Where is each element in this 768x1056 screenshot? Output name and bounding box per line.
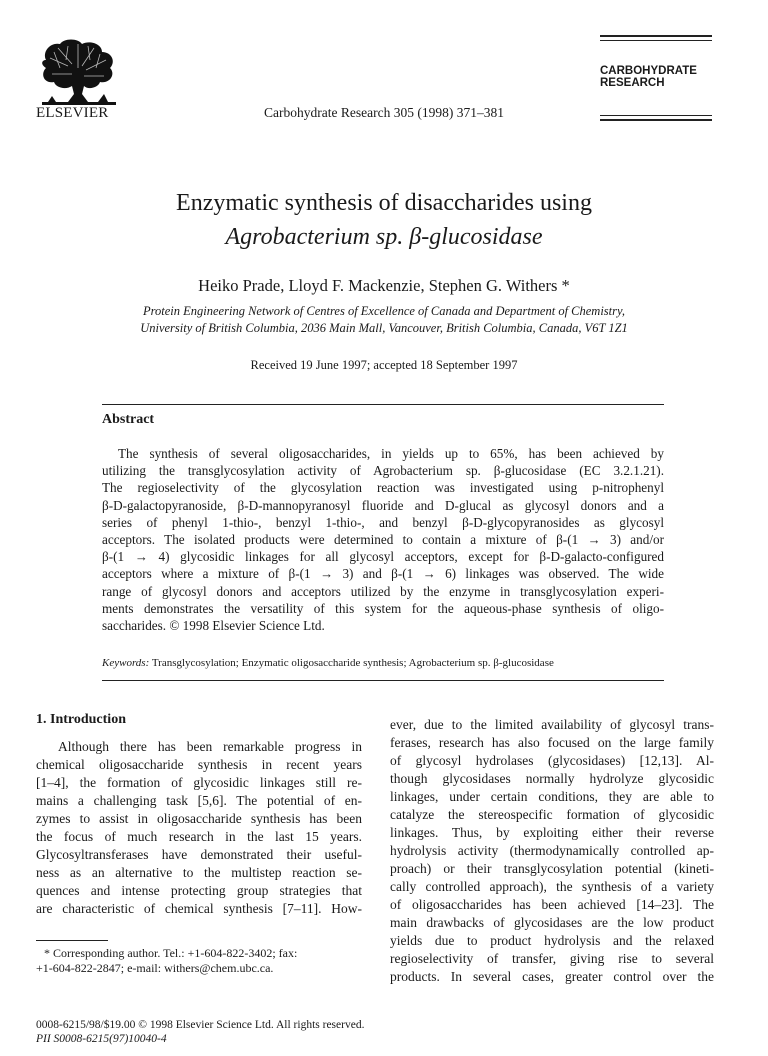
affiliation: University of British Columbia, 2036 Main Mall, Vancouver, British Columbia, Canada, V6T 1Z1	[140, 321, 628, 335]
body-line: chemical oligosaccharide synthesis in recent years	[36, 757, 362, 772]
abstract-line: β-(1 → 4) glycosidic linkages for all glycosyl acceptors, except for β-D-galacto-configured	[102, 549, 664, 565]
footnote-line: +1-604-822-2847; e-mail: withers@chem.ubc.ca.	[36, 961, 274, 975]
abstract-line: acceptors where a mixture of β-(1 → 3) and β-(1 → 6) linkages was observed. The wide	[102, 566, 664, 582]
abstract-top-rule	[102, 404, 664, 405]
body-line: proach) or their transglycosylation potential (kineti-	[390, 861, 714, 876]
body-line: of oligosaccharides has been achieved [14–23]. The	[390, 897, 714, 912]
journal-name	[600, 65, 720, 89]
body-line: mains a challenging task [5,6]. The potential of en-	[36, 793, 362, 808]
affiliation: Protein Engineering Network of Centres of Excellence of Canada and Department of Chemistry,	[143, 304, 625, 318]
header-rule	[600, 119, 712, 121]
body-line: main drawbacks of glycosidases are the low product	[390, 915, 714, 930]
abstract-line: β-D-galactopyranoside, β-D-mannopyranosyl fluoride and D-glucal as glycosyl donors and a	[102, 497, 664, 513]
section-heading: 1. Introduction	[36, 712, 126, 727]
body-line: hydrolysis activity (thermodynamically controlled ap-	[390, 843, 714, 858]
article-title: Enzymatic synthesis of disaccharides using	[176, 190, 592, 216]
received-dates: Received 19 June 1997; accepted 18 September 1997	[250, 358, 518, 372]
header-rule	[600, 35, 712, 37]
corresponding-author-footnote	[36, 946, 362, 976]
abstract-line: acceptors. The isolated products were determined to contain a mixture of β-(1 → 3) and/or	[102, 531, 664, 547]
abstract-bottom-rule	[102, 680, 664, 681]
article-title-line2-text: Agrobacterium sp. β-glucosidase	[225, 224, 543, 250]
body-line: cally controlled approach), the synthesis of a variety	[390, 879, 714, 894]
keywords-label: Keywords:	[102, 657, 150, 669]
abstract-line: range of glycosyl donors and acceptors utilized by the enzyme in transglycosylation experi-	[102, 583, 664, 599]
body-line: catalyze the stereospecific formation of glycosidic	[390, 807, 714, 822]
abstract-line: ments demonstrates the versatility of this system for the aqueous-phase synthesis of oligo-	[102, 600, 664, 616]
header-rule	[600, 40, 712, 41]
elsevier-tree-logo	[38, 38, 120, 108]
issn-copyright: 0008-6215/98/$19.00 © 1998 Elsevier Science Ltd. All rights reserved.	[36, 1019, 365, 1031]
keywords	[102, 657, 554, 669]
article-title-line2	[0, 224, 768, 251]
pii: PII S0008-6215(97)10040-4	[36, 1033, 167, 1045]
header-rule	[600, 115, 712, 116]
right-column	[390, 716, 714, 986]
left-column	[36, 738, 362, 918]
body-line: ness as an alternative to the multistep reaction se-	[36, 865, 362, 880]
body-line: zymes to assist in oligosaccharide synthesis has been	[36, 811, 362, 826]
publisher-name: ELSEVIER	[36, 105, 109, 121]
journal-citation: Carbohydrate Research 305 (1998) 371–381	[264, 105, 504, 120]
body-line: yields due to product hydrolysis and the relaxed	[390, 933, 714, 948]
body-line: are characteristic of chemical synthesis [7–11]. How-	[36, 901, 362, 916]
body-line: linkages. Thus, by exploiting either their reverse	[390, 825, 714, 840]
abstract-line: series of phenyl 1-thio-, benzyl 1-thio-, and benzyl β-D-glycopyranosides as glycosyl	[102, 514, 664, 530]
body-line: [1–4], the formation of glycosidic linkages still re-	[36, 775, 362, 790]
body-line: the focus of much research in the last 15 years.	[36, 829, 362, 844]
body-line: though glycosidases normally hydrolyze glycosidic	[390, 771, 714, 786]
body-line: linkages, under certain conditions, they are able to	[390, 789, 714, 804]
keywords-text: Transglycosylation; Enzymatic oligosaccharide synthesis; Agrobacterium sp. β-glucosidase	[151, 657, 554, 669]
body-line: products. In several cases, greater control over the	[390, 969, 714, 984]
body-line: regioselectivity of transfer, giving rise to several	[390, 951, 714, 966]
body-line: of glycosyl hydrolases (glycosidases) [12,13]. Al-	[390, 753, 714, 768]
body-line: Although there has been remarkable progress in	[58, 739, 362, 754]
journal-name-line: RESEARCH	[600, 77, 665, 89]
abstract-heading: Abstract	[102, 412, 155, 427]
body-line: Glycosyltransferases have demonstrated their useful-	[36, 847, 362, 862]
abstract-line: The synthesis of several oligosaccharides, in yields up to 65%, has been achieved by	[118, 446, 664, 461]
abstract-line: utilizing the transglycosylation activity of Agrobacterium sp. β-glucosidase (EC 3.2.1.21).	[102, 463, 664, 479]
body-line: ever, due to the limited availability of glycosyl trans-	[390, 717, 714, 732]
footnote-rule	[36, 940, 108, 941]
body-line: quences and intense protecting group strategies that	[36, 883, 362, 898]
body-line: ferases, research has also focused on the large family	[390, 735, 714, 750]
footnote-line: * Corresponding author. Tel.: +1-604-822-3402; fax:	[44, 946, 298, 960]
abstract-body	[102, 445, 664, 634]
abstract-line: The regioselectivity of the glycosylation reaction was investigated using p-nitrophenyl	[102, 480, 664, 496]
journal-name-line: CARBOHYDRATE	[600, 65, 697, 77]
author-list: Heiko Prade, Lloyd F. Mackenzie, Stephen G. Withers *	[198, 276, 570, 295]
abstract-line: saccharides. © 1998 Elsevier Science Ltd.	[102, 617, 325, 633]
